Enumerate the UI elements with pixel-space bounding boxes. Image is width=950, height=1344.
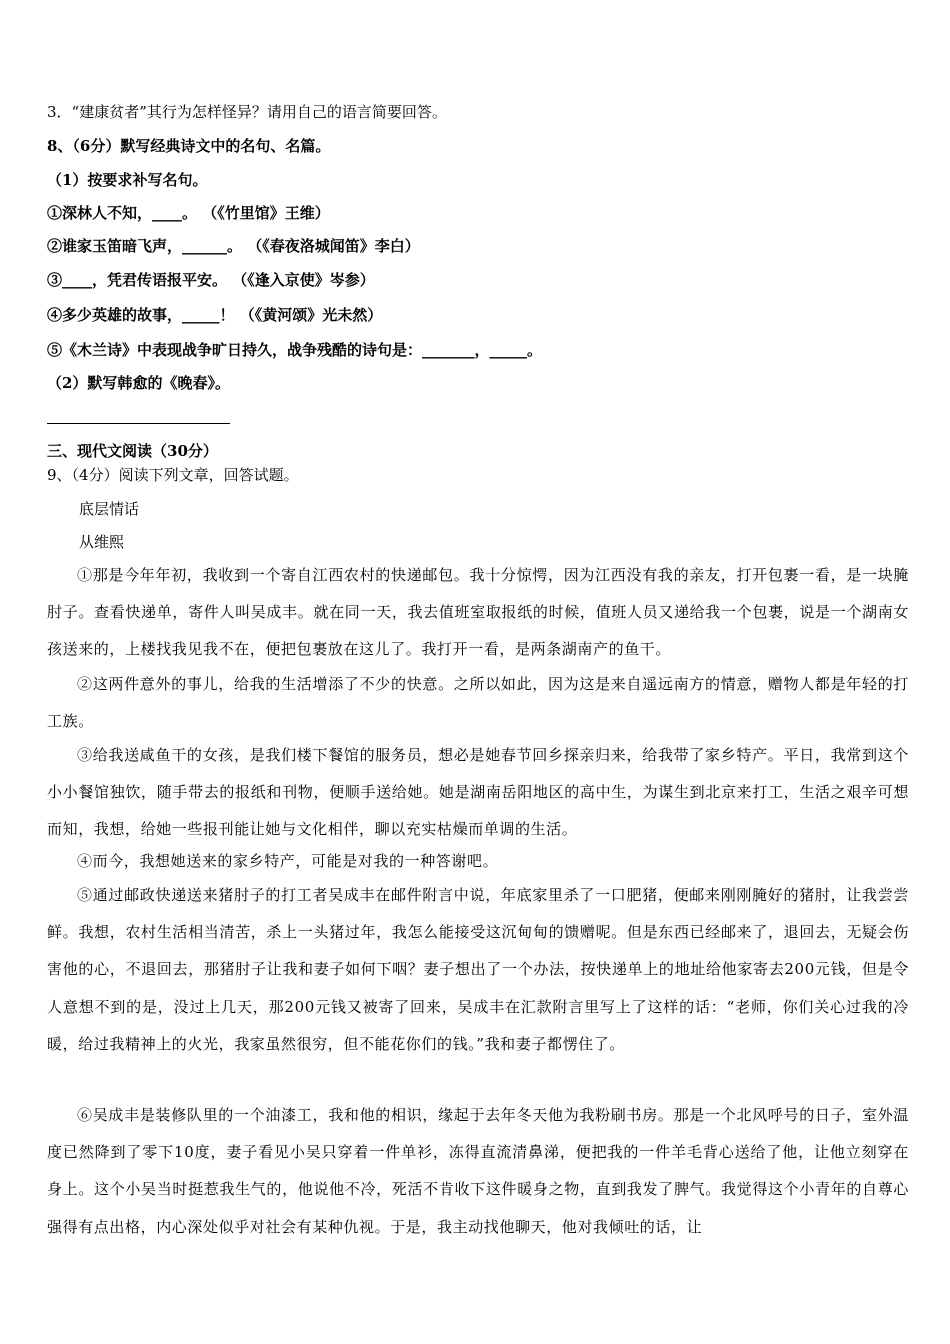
fill-blank-item-4: ④多少英雄的故事，_____！ （《黄河颂》光未然）: [47, 306, 383, 324]
article-title: 底层情话: [79, 500, 140, 518]
fill-blank-item-1: ①深林人不知，____。 （《竹里馆》王维）: [47, 204, 330, 222]
fill-blank-item-2: ②谁家玉笛暗飞声，______。 （《春夜洛城闻笛》李白）: [47, 237, 420, 255]
article-paragraph-1: ①那是今年年初，我收到一个寄自江西农村的快递邮包。我十分惊愕，因为江西没有我的亲友，打开包裹一看，是一块腌肘子。查看快递单，寄件人叫吴成丰。就在同一天，我去值班室取报纸的时候，值班人员又递给我一个包裹，说是一个湖南女孩送来的，上楼找我见我不在，便把包裹放在这儿了。我打开一看，是两条湖南产的鱼干。: [47, 566, 909, 659]
article-paragraph-4: ④而今，我想她送来的家乡特产，可能是对我的一种答谢吧。: [77, 852, 499, 870]
previous-question: 3．“建康贫者”其行为怎样怪异？请用自己的语言简要回答。: [47, 103, 447, 121]
article-author: 从维熙: [79, 533, 125, 551]
fill-blank-item-3: ③____，凭君传语报平安。 （《逢入京使》岑参）: [47, 271, 375, 289]
article-paragraph-2: ②这两件意外的事儿，给我的生活增添了不少的快意。之所以如此，因为这是来自遥远南方的情意，赠物人都是年轻的打工族。: [47, 675, 909, 731]
question-8-title: 8、（6分）默写经典诗文中的名句、名篇。: [47, 137, 331, 155]
article-paragraph-5: ⑤通过邮政快递送来猪肘子的打工者吴成丰在邮件附言中说，年底家里杀了一口肥猪，便邮来刚刚腌好的猪肘，让我尝尝鲜。我想，农村生活相当清苦，杀上一头猪过年，我怎么能接受这沉甸甸的馈赠呢。但是东西已经邮来了，退回去，无疑会伤害他的心，不退回去，那猪肘子让我和妻子如何下咽？妻子想出了一个办法，按快递单上的地址给他家寄去200元钱，但是令人意想不到的是，没过上几天，那200元钱又被寄了回来，吴成丰在汇款附言里写上了这样的话：“老师，你们关心过我的冷暖，给过我精神上的火光，我家虽然很穷，但不能花你们的钱。”我和妻子都愣住了。: [47, 886, 909, 1053]
article-paragraph-6: ⑥吴成丰是装修队里的一个油漆工，我和他的相识，缘起于去年冬天他为我粉刷书房。那是一个北风呼号的日子，室外温度已然降到了零下10度，妻子看见小吴只穿着一件单衫，冻得直流清鼻涕，便把我的一件羊毛背心送给了他，让他立刻穿在身上。这个小吴当时挺惹我生气的，他说他不冷，死活不肯收下这件暖身之物，直到我发了脾气。我觉得这个小青年的自尊心强得有点出格，内心深处似乎对社会有某种仇视。于是，我主动找他聊天，他对我倾吐的话，让: [47, 1106, 909, 1236]
section-3-heading: 三、现代文阅读（30分）: [47, 442, 218, 460]
question-9-title: 9、（4分）阅读下列文章，回答试题。: [47, 466, 299, 484]
question-8-part1: （1）按要求补写名句。: [47, 171, 208, 189]
article-paragraph-3: ③给我送咸鱼干的女孩，是我们楼下餐馆的服务员，想必是她春节回乡探亲归来，给我带了家乡特产。平日，我常到这个小小餐馆独饮，随手带去的报纸和刊物，便顺手送给她。她是湖南岳阳地区的高中生，为谋生到北京来打工，生活之艰辛可想而知，我想，给她一些报刊能让她与文化相伴，聊以充实枯燥而单调的生活。: [47, 746, 909, 839]
fill-blank-item-5: ⑤《木兰诗》中表现战争旷日持久，战争残酷的诗句是：_______，_____。: [47, 341, 543, 359]
answer-line: [47, 423, 230, 424]
question-8-part2: （2）默写韩愈的《晚春》。: [47, 374, 230, 392]
